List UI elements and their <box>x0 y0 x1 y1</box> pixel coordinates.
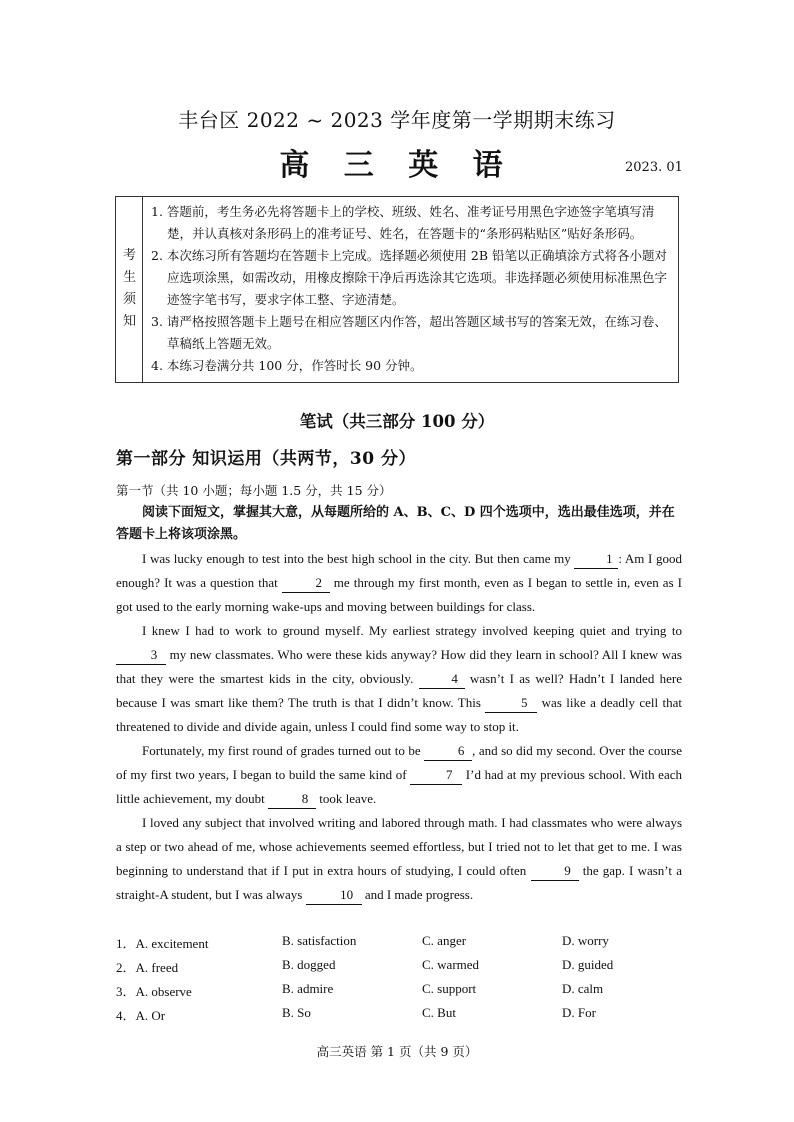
passage-text: me through my first month, even as I began to settle in, even as I got used to the early morning wake-ups and moving between buildings for class. <box>116 575 683 614</box>
notice-label-char: 生 <box>122 270 136 285</box>
notice-label-char: 须 <box>122 292 136 307</box>
passage-paragraph <box>116 811 682 907</box>
option-row <box>116 933 686 957</box>
option-b: B. satisfaction <box>282 933 357 948</box>
notice-item: 1. 答题前，考生务必先将答题卡上的学校、班级、姓名、准考证号用黑色字迹签字笔填写清楚，并认真核对条形码上的准考证号、姓名，在答题卡的“条形码粘贴区”贴好条形码。 <box>151 204 655 241</box>
answer-options <box>116 933 686 1029</box>
blank-3: 3 <box>116 646 166 665</box>
page-footer: 高三英语 第 1 页（共 9 页） <box>316 1044 478 1059</box>
option-b: B. So <box>282 1005 311 1020</box>
passage-paragraph <box>116 547 682 619</box>
option-d: D. calm <box>562 981 604 996</box>
notice-label <box>116 197 143 382</box>
notice-box <box>115 196 679 383</box>
blank-7: 7 <box>410 766 462 785</box>
notice-items <box>151 201 676 377</box>
section-instructions: 阅读下面短文，掌握其大意，从每题所给的 A、B、C、D 四个选项中，选出最佳选项，并在答题卡上将该项涂黑。 <box>116 505 675 542</box>
option-b: B. dogged <box>282 957 336 972</box>
option-a: A. freed <box>135 960 179 975</box>
option-d: D. worry <box>562 933 609 948</box>
option-d: D. guided <box>562 957 614 972</box>
passage-text: was like a deadly cell that threatened to divide and divide again, unless I could find some way to stop it. <box>116 695 683 734</box>
subject-title: 高 三 英 语 <box>279 148 515 183</box>
passage-paragraph <box>116 619 682 739</box>
notice-item: 4. 本练习卷满分共 100 分，作答时长 90 分钟。 <box>151 358 423 373</box>
notice-item: 3. 请严格按照答题卡上题号在相应答题区内作答，超出答题区域书写的答案无效，在练习卷、草稿纸上答题无效。 <box>151 314 667 351</box>
passage-text: , and so did my second. Over the course of my first two years, I began to build the same kind of <box>116 743 682 782</box>
option-a: A. observe <box>135 984 192 999</box>
option-a: A. excitement <box>135 936 209 951</box>
option-c: C. warmed <box>422 957 480 972</box>
passage-text: I knew I had to work to ground myself. My earliest strategy involved keeping quiet and trying to <box>142 623 682 638</box>
passage-text: wasn’t I as well? Hadn’t I landed here because I was smart like them? The truth is that I didn’t know. This <box>116 671 682 710</box>
option-d: D. For <box>562 1005 596 1020</box>
passage-text: I was lucky enough to test into the best high school in the city. But then came my <box>142 551 575 566</box>
written-section-heading: 笔试（共三部分 100 分） <box>299 412 495 431</box>
blank-4: 4 <box>419 670 465 689</box>
passage-text: my new classmates. Who were these kids anyway? How did they learn in school? All I knew was that they were the smartest kids in the city, obviously. <box>116 647 682 686</box>
blank-2: 2 <box>282 574 330 593</box>
blank-9: 9 <box>531 862 579 881</box>
blank-5: 5 <box>485 694 537 713</box>
blank-6: 6 <box>424 742 472 761</box>
cloze-passage <box>116 547 682 907</box>
passage-text: took leave. <box>316 791 377 806</box>
notice-item: 2. 本次练习所有答题均在答题卡上完成。选择题必须使用 2B 铅笔以正确填涂方式将各小题对应选项涂黑，如需改动，用橡皮擦除干净后再选涂其它选项。非选择题必须使用标准黑色字迹签字笔书写，要求字体工整、字迹清楚。 <box>151 248 668 307</box>
option-a: A. Or <box>135 1008 166 1023</box>
option-c: C. support <box>422 981 477 996</box>
blank-8: 8 <box>268 790 316 809</box>
passage-text: I loved any subject that involved writing and labored through math. I had classmates who were always a step or two ahead of me, whose achievements seemed effortless, but I tried not to let that get to me. I was beginning to understand that if I put in extra hours of studying, I could often <box>116 815 682 878</box>
question-number: 4． <box>116 1008 136 1023</box>
exam-date: 2023. 01 <box>625 160 683 175</box>
passage-text: : Am I good enough? It was a question that <box>116 551 682 590</box>
question-number: 3． <box>116 984 136 999</box>
passage-text: I’d had at my previous school. With each little achievement, my doubt <box>116 767 682 806</box>
question-number: 1． <box>116 936 136 951</box>
notice-label-char: 知 <box>122 314 136 329</box>
blank-10: 10 <box>306 886 362 905</box>
blank-1: 1 <box>574 550 618 569</box>
option-row <box>116 957 686 981</box>
section1-heading: 第一节（共 10 小题；每小题 1.5 分，共 15 分） <box>116 483 392 498</box>
exam-title: 丰台区 2022 ~ 2023 学年度第一学期期末练习 <box>178 108 616 132</box>
passage-paragraph <box>116 739 682 811</box>
question-number: 2． <box>116 960 136 975</box>
passage-text: and I made progress. <box>361 887 474 902</box>
part1-heading: 第一部分 知识运用（共两节，30 分） <box>116 449 416 469</box>
option-row <box>116 1005 686 1029</box>
passage-text: the gap. I wasn’t a straight-A student, but I was always <box>116 863 682 902</box>
option-row <box>116 981 686 1005</box>
passage-text: Fortunately, my first round of grades turned out to be <box>142 743 425 758</box>
option-c: C. anger <box>422 933 467 948</box>
option-b: B. admire <box>282 981 334 996</box>
option-c: C. But <box>422 1005 456 1020</box>
notice-label-char: 考 <box>122 248 136 263</box>
